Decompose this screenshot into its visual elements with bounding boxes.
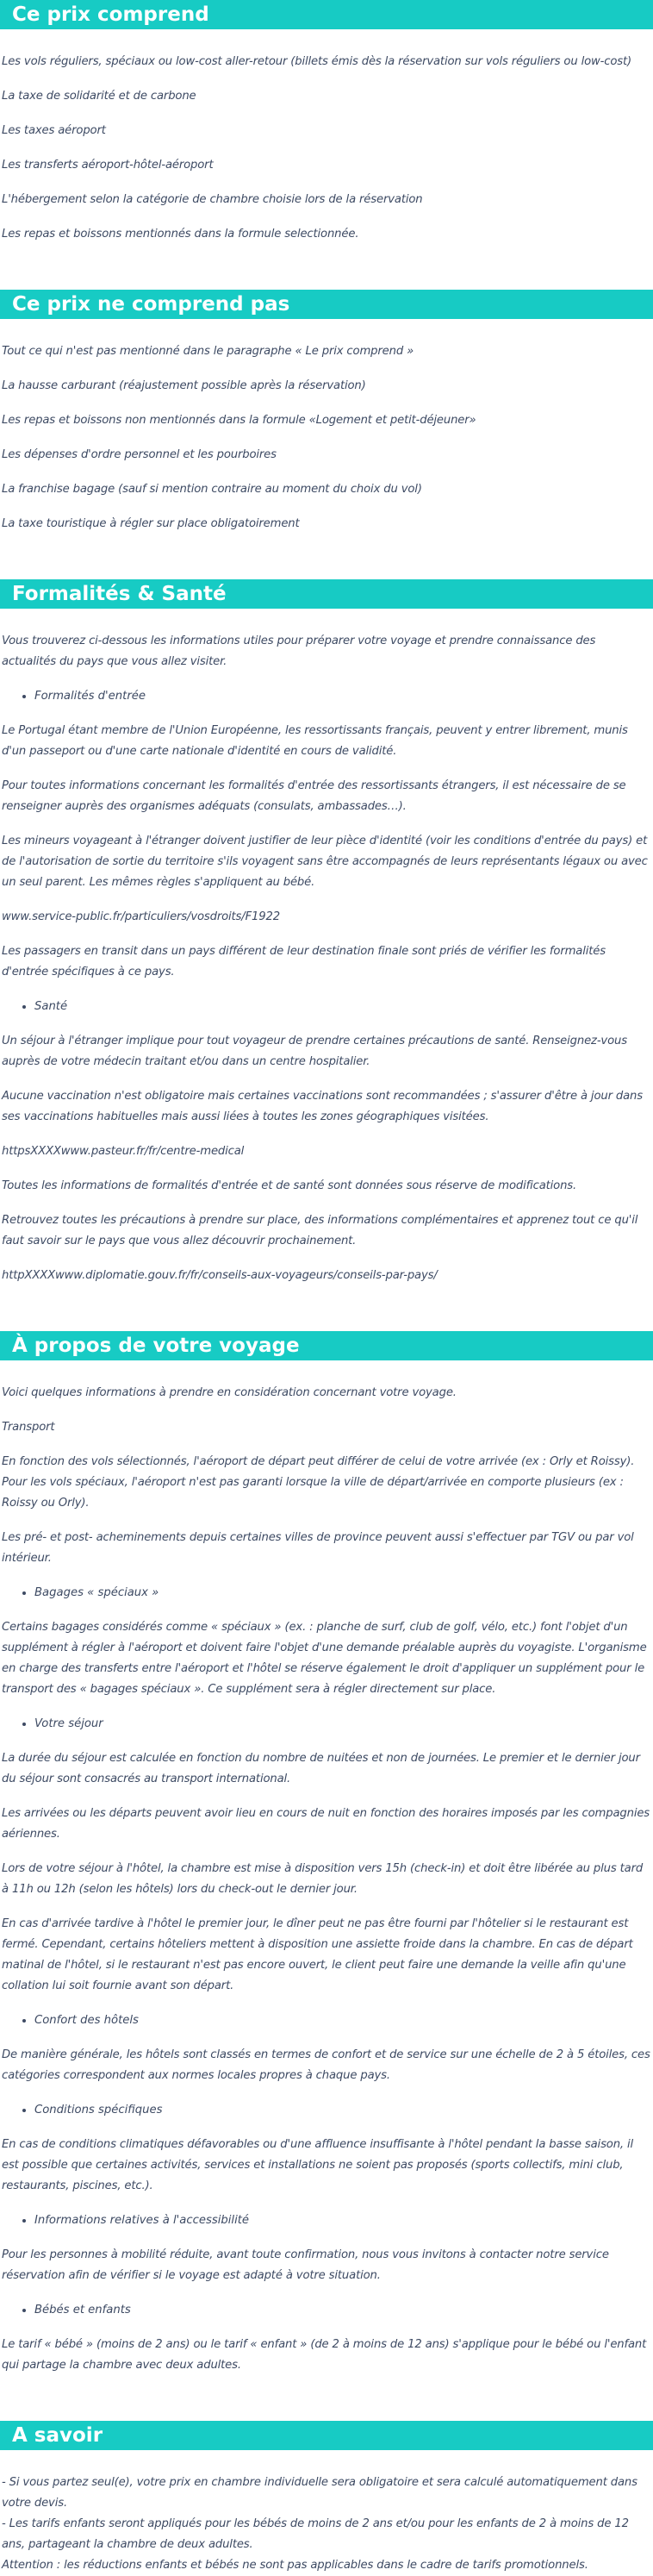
bullet-item: • Informations relatives à l'accessibilité xyxy=(34,2210,653,2231)
paragraph: La durée du séjour est calculée en fonction du nombre de nuitées et non de journées. Le premier et le dernier jour du séjour sont consacrés au transport international. xyxy=(2,1752,640,1785)
bullet-item: • Votre séjour xyxy=(34,1714,653,1735)
paragraph: La taxe de solidarité et de carbone xyxy=(2,90,196,103)
section-content xyxy=(0,2473,653,2576)
section xyxy=(0,2421,653,2576)
paragraph: L'hébergement selon la catégorie de chambre choisie lors de la réservation xyxy=(2,193,423,206)
section-content xyxy=(0,341,653,535)
section-title: Ce prix comprend xyxy=(0,0,653,29)
bullet-item: • Confort des hôtels xyxy=(34,2010,653,2031)
paragraph: Les pré- et post- acheminements depuis certaines villes de province peuvent aussi s'effectuer par TGV ou par vol intérieur. xyxy=(2,1531,634,1565)
bullet-item: • Conditions spécifiques xyxy=(34,2100,653,2121)
paragraph: Attention : les réductions enfants et bébés ne sont pas applicables dans le cadre de tarifs promotionnels. xyxy=(2,2559,588,2572)
paragraph: Les taxes aéroport xyxy=(2,124,106,137)
bullet-list xyxy=(0,2010,653,2031)
paragraph: Vous trouverez ci-dessous les informations utiles pour préparer votre voyage et prendre connaissance des actualités du pays que vous allez visiter. xyxy=(2,635,596,668)
paragraph: Tout ce qui n'est pas mentionné dans le paragraphe « Le prix comprend » xyxy=(2,345,414,358)
bullet-list xyxy=(0,2210,653,2231)
paragraph: Les mineurs voyageant à l'étranger doivent justifier de leur pièce d'identité (voir les conditions d'entrée du pays) et de l'autorisation de sortie du territoire s'ils voyagent sans être accompagnés de leurs représentants légaux ou avec un seul parent. Les mêmes règles s'appliquent au bébé. xyxy=(2,835,648,889)
section-spacer xyxy=(0,2390,653,2421)
paragraph: Aucune vaccination n'est obligatoire mais certaines vaccinations sont recommandées ; s'assurer d'être à jour dans ses vaccinations habituelles mais aussi liées à toutes les zones géographiques visitées. xyxy=(2,1090,643,1123)
section-spacer xyxy=(0,1300,653,1331)
paragraph: Les repas et boissons non mentionnés dans la formule «Logement et petit-déjeuner» xyxy=(2,414,476,427)
paragraph: Lors de votre séjour à l'hôtel, la chambre est mise à disposition vers 15h (check-in) et doit être libérée au plus tard à 11h ou 12h (selon les hôtels) lors du check-out le dernier jour. xyxy=(2,1862,644,1896)
paragraph: Les vols réguliers, spéciaux ou low-cost aller-retour (billets émis dès la réservation sur vols réguliers ou low-cost) xyxy=(2,55,632,68)
paragraph: Le Portugal étant membre de l'Union Européenne, les ressortissants français, peuvent y entrer librement, munis d'un passeport ou d'une carte nationale d'identité en cours de validité. xyxy=(2,724,628,758)
paragraph: Retrouvez toutes les précautions à prendre sur place, des informations complémentaires et apprenez tout ce qu'il faut savoir sur le pays que vous allez découvrir prochainement. xyxy=(2,1214,638,1247)
paragraph: Les repas et boissons mentionnés dans la formule selectionnée. xyxy=(2,228,359,241)
paragraph: En cas d'arrivée tardive à l'hôtel le premier jour, le dîner peut ne pas être fourni par l'hôtelier si le restaurant est fermé. Cependant, certains hôteliers mettent à disposition une assiette froide dans la chambre. En cas de départ matinal de l'hôtel, si le restaurant n'est pas encore ouvert, le client peut faire une demande la veille afin qu'une collation lui soit fournie avant son départ. xyxy=(2,1917,633,1992)
paragraph: Le tarif « bébé » (moins de 2 ans) ou le tarif « enfant » (de 2 à moins de 12 ans) s'applique pour le bébé ou l'enfant qui partage la chambre avec deux adultes. xyxy=(2,2338,647,2372)
bullet-item: • Bébés et enfants xyxy=(34,2300,653,2321)
section xyxy=(0,579,653,1286)
section xyxy=(0,1331,653,2376)
paragraph: Les dépenses d'ordre personnel et les pourboires xyxy=(2,448,277,461)
paragraph: httpXXXXwww.diplomatie.gouv.fr/fr/conseils-aux-voyageurs/conseils-par-pays/ xyxy=(2,1269,438,1282)
bullet-list xyxy=(0,2100,653,2121)
paragraph: Les passagers en transit dans un pays différent de leur destination finale sont priés de vérifier les formalités d'entrée spécifiques à ce pays. xyxy=(2,945,606,979)
paragraph: Pour les personnes à mobilité réduite, avant toute confirmation, nous vous invitons à contacter notre service réservation afin de vérifier si le voyage est adapté à votre situation. xyxy=(2,2248,609,2282)
paragraph: Toutes les informations de formalités d'entrée et de santé sont données sous réserve de modifications. xyxy=(2,1179,577,1192)
paragraph: Les transferts aéroport-hôtel-aéroport xyxy=(2,159,214,172)
paragraph: De manière générale, les hôtels sont classés en termes de confort et de service sur une échelle de 2 à 5 étoiles, ces catégories correspondent aux normes locales propres à chaque pays. xyxy=(2,2048,650,2082)
section-content xyxy=(0,1383,653,2376)
paragraph: Certains bagages considérés comme « spéciaux » (ex. : planche de surf, club de golf, vélo, etc.) font l'objet d'un supplément à régler à l'aéroport et doivent faire l'objet d'une demande préalable auprès du voyagiste. L'organisme en charge des transferts entre l'aéroport et l'hôtel se réserve également le droit d'appliquer un supplément pour le transport des « bagages spéciaux ». Ce supplément sera à régler directement sur place. xyxy=(2,1621,647,1696)
paragraph: Voici quelques informations à prendre en considération concernant votre voyage. xyxy=(2,1386,457,1399)
paragraph: www.service-public.fr/particuliers/vosdroits/F1922 xyxy=(2,910,280,923)
section-spacer xyxy=(0,259,653,290)
section-title: Ce prix ne comprend pas xyxy=(0,290,653,319)
bullet-list xyxy=(0,997,653,1017)
paragraph: En fonction des vols sélectionnés, l'aéroport de départ peut différer de celui de votre arrivée (ex : Orly et Roissy). Pour les vols spéciaux, l'aéroport n'est pas garanti lorsque la ville de départ/arrivée en comporte plusieurs (ex : Roissy ou Orly). xyxy=(2,1455,635,1510)
paragraph: Transport xyxy=(2,1421,55,1434)
bullet-item: • Formalités d'entrée xyxy=(34,686,653,707)
paragraph: Les arrivées ou les départs peuvent avoir lieu en cours de nuit en fonction des horaires imposés par les compagnies aériennes. xyxy=(2,1807,650,1841)
section xyxy=(0,290,653,535)
paragraph: - Si vous partez seul(e), votre prix en chambre individuelle sera obligatoire et sera calculé automatiquement dans votre devis. xyxy=(2,2476,637,2510)
bullet-list xyxy=(0,1714,653,1735)
paragraph: - Les tarifs enfants seront appliqués pour les bébés de moins de 2 ans et/ou pour les enfants de 2 à moins de 12 ans, partageant la chambre de deux adultes. xyxy=(2,2517,629,2551)
bullet-list xyxy=(0,686,653,707)
section-title: Formalités & Santé xyxy=(0,579,653,609)
paragraph: Un séjour à l'étranger implique pour tout voyageur de prendre certaines précautions de santé. Renseignez-vous auprès de votre médecin traitant et/ou dans un centre hospitalier. xyxy=(2,1035,627,1068)
bullet-item: • Bagages « spéciaux » xyxy=(34,1583,653,1604)
section-spacer xyxy=(0,548,653,579)
paragraph: La hausse carburant (réajustement possible après la réservation) xyxy=(2,379,366,392)
bullet-item: • Santé xyxy=(34,997,653,1017)
section xyxy=(0,0,653,245)
paragraph: La taxe touristique à régler sur place obligatoirement xyxy=(2,517,300,530)
bullet-list xyxy=(0,2300,653,2321)
bullet-list xyxy=(0,1583,653,1604)
paragraph: httpsXXXXwww.pasteur.fr/fr/centre-medical xyxy=(2,1145,245,1158)
section-title: A savoir xyxy=(0,2421,653,2450)
paragraph: Pour toutes informations concernant les formalités d'entrée des ressortissants étrangers, il est nécessaire de se renseigner auprès des organismes adéquats (consulats, ambassades…). xyxy=(2,779,626,813)
paragraph: En cas de conditions climatiques défavorables ou d'une affluence insuffisante à l'hôtel pendant la basse saison, il est possible que certaines activités, services et installations ne soient pas proposés (sports collectifs, mini club, restaurants, piscines, etc.). xyxy=(2,2138,634,2192)
section-content xyxy=(0,52,653,245)
section-content xyxy=(0,631,653,1286)
paragraph: La franchise bagage (sauf si mention contraire au moment du choix du vol) xyxy=(2,483,422,496)
section-title: À propos de votre voyage xyxy=(0,1331,653,1360)
